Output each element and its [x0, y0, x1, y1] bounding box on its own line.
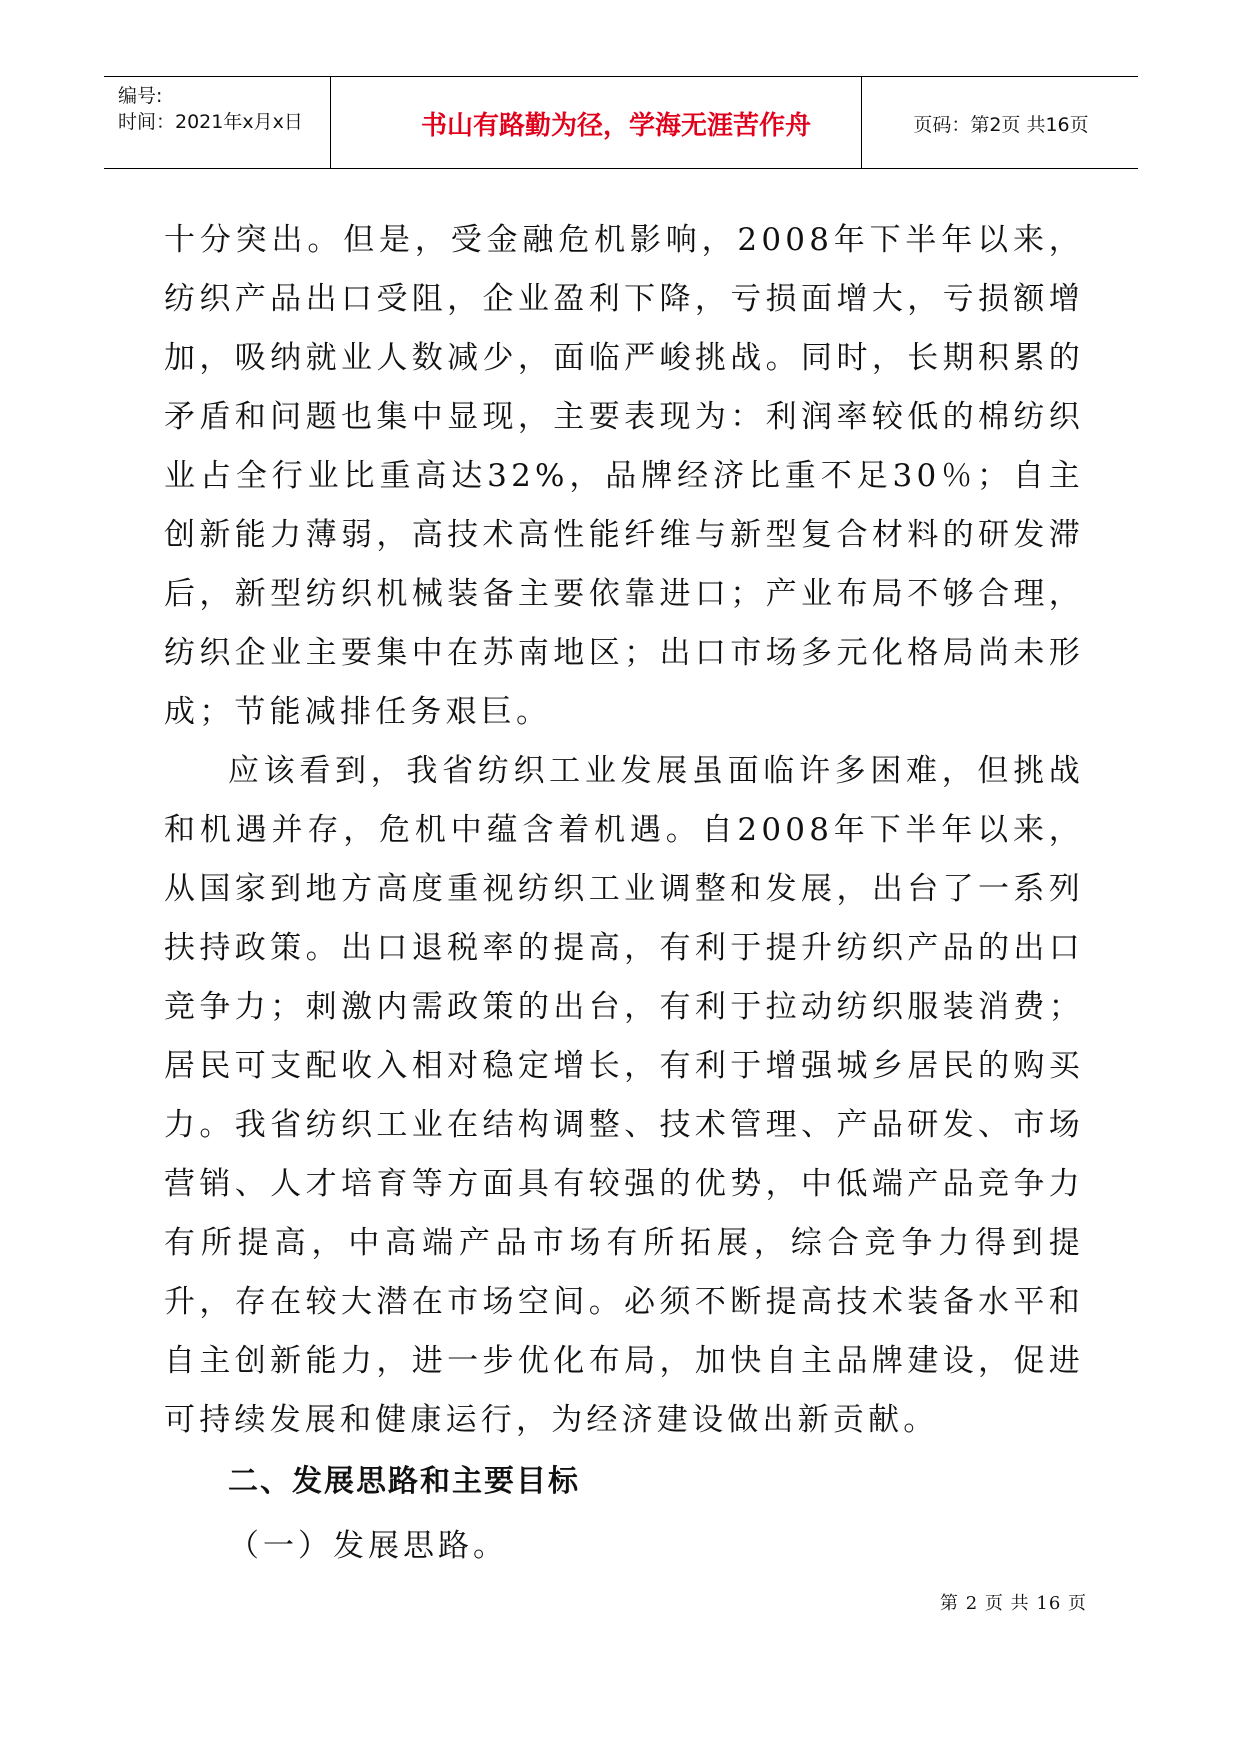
body-paragraph: 应该看到，我省纺织工业发展虽面临许多困难，但挑战和机遇并存，危机中蕴含着机遇。自2008年下半年以来，从国家到地方高度重视纺织工业调整和发展，出台了一系列扶持政策。出口退税率的提高，有利于提升纺织产品的出口竞争力；刺激内需政策的出台，有利于拉动纺织服装消费；居民可支配收入相对稳定增长，有利于增强城乡居民的购买力。我省纺织工业在结构调整、技术管理、产品研发、市场营销、人才培育等方面具有较强的优势，中低端产品竞争力有所提高，中高端产品市场有所拓展，综合竞争力得到提升，存在较大潜在市场空间。必须不断提高技术装备水平和自主创新能力，进一步优化布局，加快自主品牌建设，促进可持续发展和健康运行，为经济建设做出新贡献。	[164, 753, 1084, 1438]
page-footer: 第 2 页 共 16 页	[940, 1593, 1087, 1614]
body-paragraph: 十分突出。但是，受金融危机影响，2008年下半年以来，纺织产品出口受阻，企业盈利下降，亏损面增大，亏损额增加，吸纳就业人数减少，面临严峻挑战。同时，长期积累的矛盾和问题也集中显现，主要表现为：利润率较低的棉纺织业占全行业比重高达32%，品牌经济比重不足30％；自主创新能力薄弱，高技术高性能纤维与新型复合材料的研发滞后，新型纺织机械装备主要依靠进口；产业布局不够合理，纺织企业主要集中在苏南地区；出口市场多元化格局尚未形成；节能减排任务艰巨。	[164, 222, 1084, 730]
header-meta	[118, 83, 303, 135]
header-divider-left	[330, 77, 331, 168]
document-number-label: 编号:	[118, 85, 163, 107]
document-body	[164, 211, 1084, 1578]
header-motto: 书山有路勤为径，学海无涯苦作舟	[420, 110, 811, 141]
page-header	[104, 76, 1138, 169]
section-heading: 二、发展思路和主要目标	[228, 1464, 580, 1499]
header-page-info: 页码：第2页 共16页	[913, 113, 1089, 136]
header-divider-right	[861, 77, 862, 168]
subsection-heading: （一）发展思路。	[228, 1528, 508, 1564]
document-time-label: 时间：2021年x月x日	[118, 111, 303, 133]
